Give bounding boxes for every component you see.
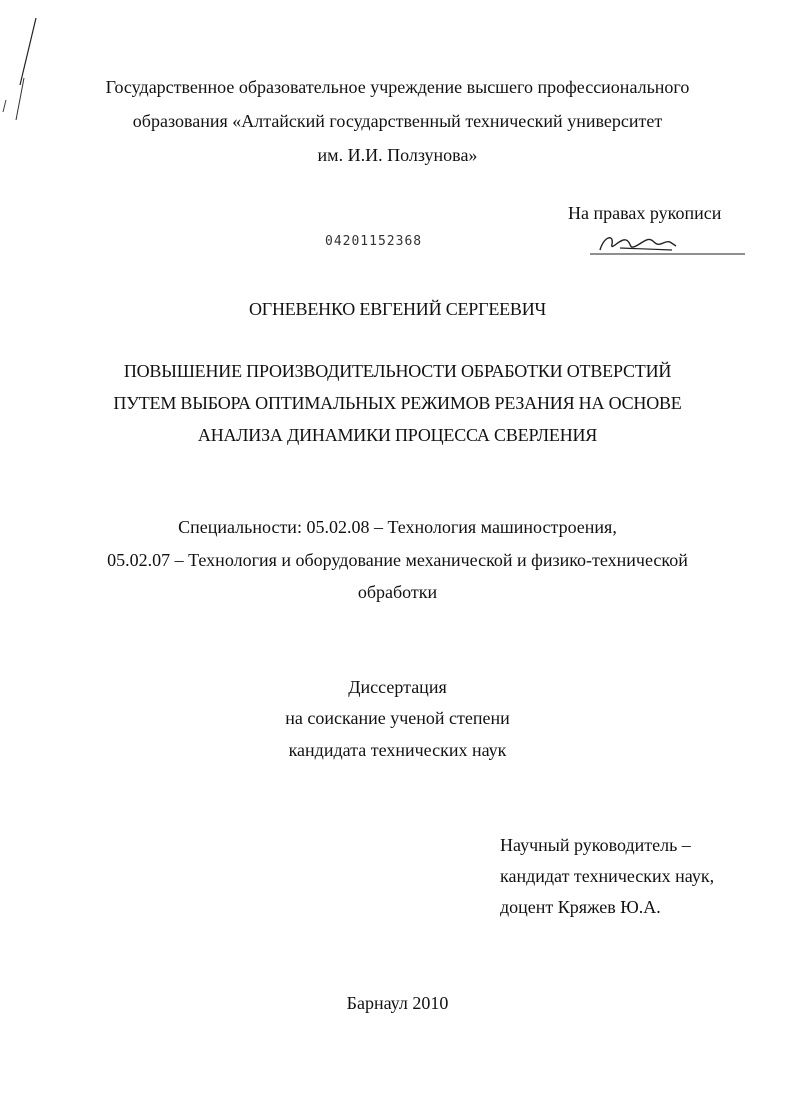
specialty-line-1: Специальности: 05.02.08 – Технология машиностроения, — [178, 517, 617, 537]
title-line-3: АНАЛИЗА ДИНАМИКИ ПРОЦЕССА СВЕРЛЕНИЯ — [197, 425, 598, 445]
supervisor-line-2: кандидат технических наук, — [500, 866, 715, 886]
manuscript-note: На правах рукописи — [568, 203, 722, 223]
institution-line-3: им. И.И. Ползунова» — [317, 145, 478, 165]
author-name: ОГНЕВЕНКО ЕВГЕНИЙ СЕРГЕЕВИЧ — [248, 299, 547, 319]
institution-line-1: Государственное образовательное учреждение высшего профессионального — [105, 77, 690, 97]
specialty-line-3: обработки — [357, 582, 438, 602]
degree-line-1: Диссертация — [348, 677, 447, 697]
catalog-number: 04201152368 — [325, 234, 423, 249]
institution-line-2: образования «Алтайский государственный технический университет — [132, 111, 663, 131]
supervisor-line-3: доцент Кряжев Ю.А. — [500, 897, 661, 917]
city-year: Барнаул 2010 — [346, 993, 449, 1013]
degree-line-2: на соискание ученой степени — [285, 708, 510, 728]
title-line-1: ПОВЫШЕНИЕ ПРОИЗВОДИТЕЛЬНОСТИ ОБРАБОТКИ ОТВЕРСТИЙ — [123, 361, 672, 381]
signature-image — [590, 228, 750, 258]
specialty-line-2: 05.02.07 – Технология и оборудование механической и физико-технической — [107, 550, 688, 570]
title-line-2: ПУТЕМ ВЫБОРА ОПТИМАЛЬНЫХ РЕЖИМОВ РЕЗАНИЯ НА ОСНОВЕ — [113, 393, 682, 413]
supervisor-line-1: Научный руководитель – — [500, 835, 691, 855]
degree-line-3: кандидата технических наук — [288, 740, 507, 760]
